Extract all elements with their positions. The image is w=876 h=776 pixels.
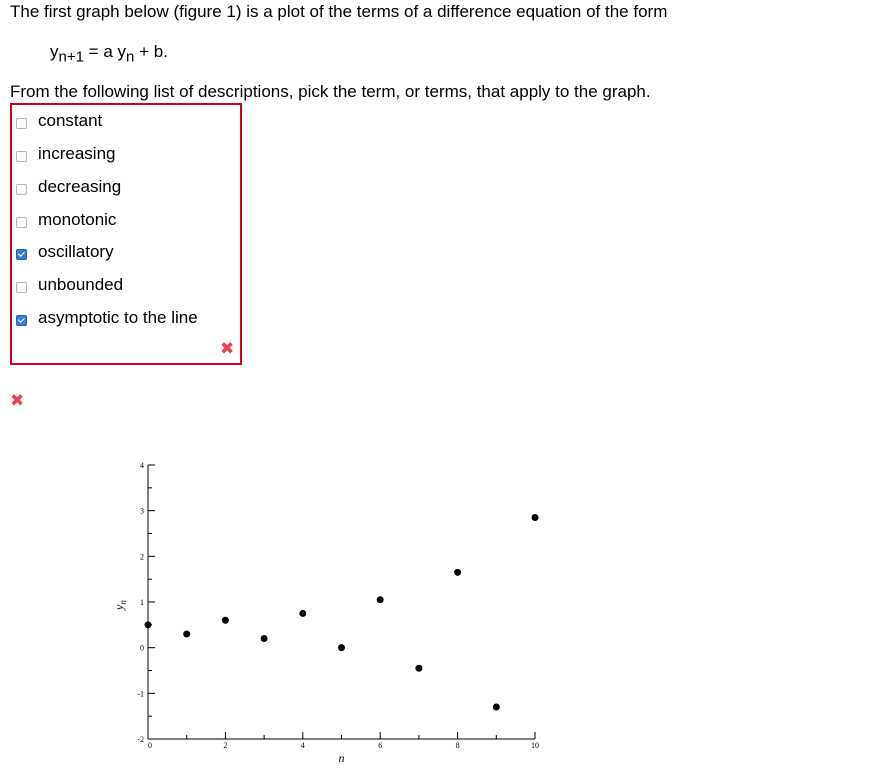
question-intro: The first graph below (figure 1) is a plot of the terms of a difference equation of the form <box>10 2 668 21</box>
options-box <box>10 103 242 365</box>
y-tick-label: -2 <box>137 735 144 744</box>
option-label: constant <box>38 111 103 130</box>
option-increasing[interactable] <box>16 143 116 165</box>
checkbox-oscillatory[interactable] <box>16 249 27 260</box>
option-asymptotic[interactable] <box>16 307 198 329</box>
option-label: decreasing <box>38 177 122 196</box>
checkbox-monotonic[interactable] <box>16 217 27 228</box>
checkbox-increasing[interactable] <box>16 151 27 162</box>
y-axis-label-sub: n <box>118 600 128 605</box>
eq-lhs-sub: n+1 <box>58 48 84 66</box>
checkbox-unbounded[interactable] <box>16 282 27 293</box>
eq-rhs-sub: n <box>126 48 135 66</box>
x-tick-label: 2 <box>223 741 228 750</box>
data-point <box>299 610 306 617</box>
scatter-chart <box>105 452 565 764</box>
y-tick-label: 1 <box>140 598 144 607</box>
eq-tail: + b. <box>134 42 168 61</box>
y-tick-label: 2 <box>140 552 144 562</box>
y-tick-label: 0 <box>140 643 144 653</box>
eq-middle: = a <box>83 42 118 61</box>
data-point <box>415 665 422 672</box>
option-label: oscillatory <box>38 242 114 261</box>
data-point <box>222 617 229 624</box>
data-point <box>145 621 152 628</box>
y-tick-label: -1 <box>137 689 144 699</box>
y-axis-label <box>112 600 128 611</box>
y-tick-label: 3 <box>140 506 144 516</box>
y-tick-label: 4 <box>140 461 144 470</box>
data-point <box>532 514 539 521</box>
data-point <box>338 644 345 651</box>
difference-equation <box>50 42 168 67</box>
x-tick-label: 10 <box>531 741 539 750</box>
incorrect-icon: ✖ <box>220 339 235 359</box>
x-tick-label: 6 <box>378 741 383 750</box>
eq-rhs-var: y <box>117 42 127 61</box>
x-axis-label: n <box>338 751 345 764</box>
incorrect-icon: ✖ <box>10 391 25 411</box>
question-instruction: From the following list of descriptions, pick the term, or terms, that apply to the graph. <box>10 82 651 101</box>
data-point <box>183 630 190 637</box>
checkbox-constant[interactable] <box>16 118 27 129</box>
data-point <box>493 704 500 711</box>
x-tick-label: 0 <box>148 741 152 750</box>
option-constant[interactable] <box>16 110 102 132</box>
data-point <box>377 596 384 603</box>
data-point <box>261 635 268 642</box>
eq-lhs-var: y <box>50 42 59 61</box>
option-oscillatory[interactable] <box>16 241 114 263</box>
checkbox-asymptotic[interactable] <box>16 315 27 326</box>
option-label: monotonic <box>38 210 117 229</box>
option-decreasing[interactable] <box>16 176 121 198</box>
checkbox-decreasing[interactable] <box>16 184 27 195</box>
x-tick-label: 4 <box>300 741 305 750</box>
option-label: asymptotic to the line <box>38 308 198 327</box>
x-tick-label: 8 <box>455 741 460 750</box>
option-label: unbounded <box>38 275 124 294</box>
data-point <box>454 569 461 576</box>
option-monotonic[interactable] <box>16 209 116 231</box>
option-unbounded[interactable] <box>16 274 123 296</box>
option-label: increasing <box>38 144 116 163</box>
y-axis-label-var: y <box>112 604 126 610</box>
